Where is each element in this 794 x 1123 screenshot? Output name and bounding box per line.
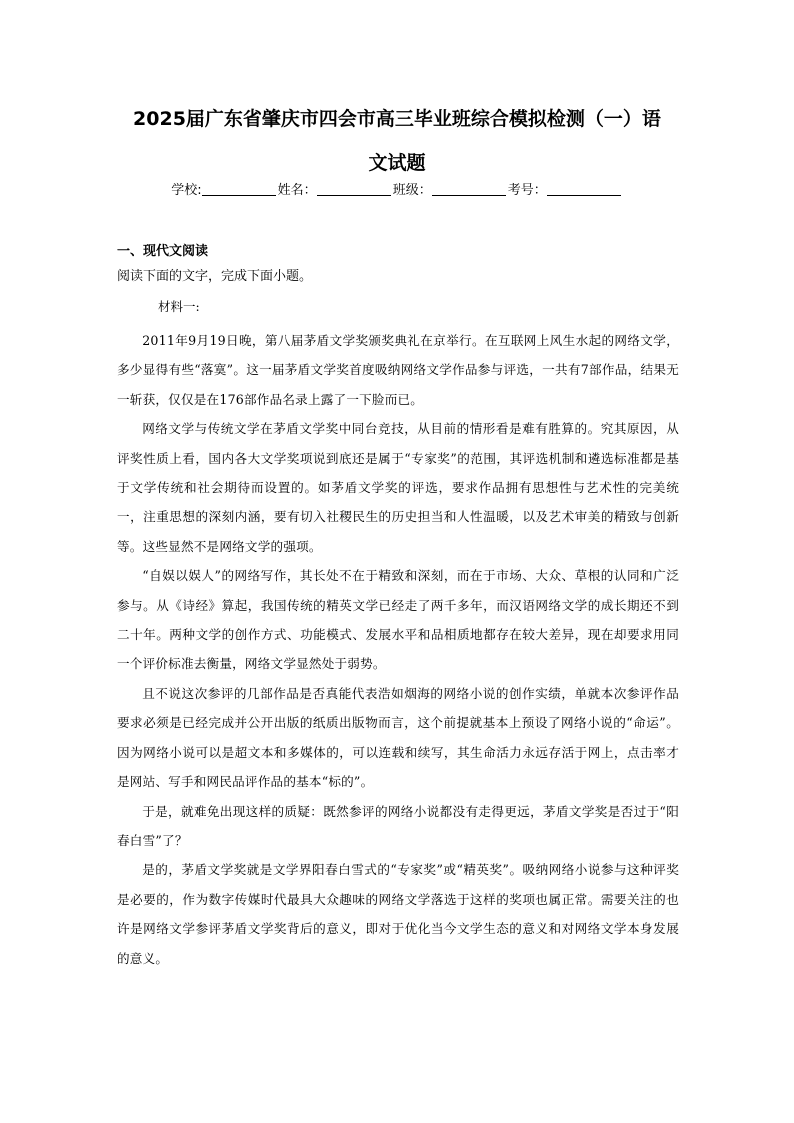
name-label: 姓名：	[277, 183, 317, 198]
school-blank	[202, 181, 276, 196]
paragraph: “自娱以娱人”的网络写作，其长处不在于精致和深刻，而在于市场、大众、草根的认同和广泛参与。从《诗经》算起，我国传统的精英文学已经走了两千多年，而汉语网络文学的成长期还不到二十年。两种文学的创作方式、功能模式、发展水平和品相质地都存在较大差异，现在却要求用同一个评价标准去衡量，网络文学显然处于弱势。	[117, 568, 679, 672]
reading-instruction: 阅读下面的文字，完成下面小题。	[117, 269, 313, 284]
class-label: 班级：	[392, 183, 432, 198]
paragraph: 网络文学与传统文学在茅盾文学奖中同台竞技，从目前的情形看是难有胜算的。究其原因，从评奖性质上看，国内各大文学奖项说到底还是属于“专家奖”的范围，其评选机制和遴选标准都是基于文学传统和社会期待而设置的。如茅盾文学奖的评选，要求作品拥有思想性与艺术性的完美统一，注重思想的深刻内涵，要有切入社稷民生的历史担当和人性温暖，以及艺术审美的精致与创新等。这些显然不是网络文学的强项。	[117, 421, 679, 554]
paragraph: 是的，茅盾文学奖就是文学界阳春白雪式的“专家奖”或“精英奖”。吸纳网络小说参与这种评奖是必要的，作为数字传媒时代最具大众趣味的网络文学落选于这样的奖项也属正常。需要关注的也许是网络文学参评茅盾文学奖背后的意义，即对于优化当今文学生态的意义和对网络文学本身发展的意义。	[117, 862, 679, 966]
material-body	[117, 326, 679, 973]
student-info-row	[0, 181, 794, 201]
name-blank	[317, 181, 391, 196]
school-label: 学校:	[171, 183, 202, 198]
document-title-line-1: 2025届广东省肇庆市四会市高三毕业班综合模拟检测（一）语	[133, 108, 661, 130]
section-heading: 一、现代文阅读	[117, 244, 209, 259]
exam-no-blank	[547, 181, 621, 196]
material-label: 材料一:	[158, 299, 200, 314]
exam-no-label: 考号：	[507, 183, 547, 198]
class-blank	[432, 181, 506, 196]
paragraph: 于是，就难免出现这样的质疑：既然参评的网络小说都没有走得更远，茅盾文学奖是否过于“阳春白雪”了？	[117, 803, 679, 848]
document-title-line-2: 文试题	[368, 152, 426, 174]
paragraph: 且不说这次参评的几部作品是否真能代表浩如烟海的网络小说的创作实绩，单就本次参评作品要求必须是已经完成并公开出版的纸质出版物而言，这个前提就基本上预设了网络小说的“命运”。因为网络小说可以是超文本和多媒体的，可以连载和续写，其生命活力永远存活于网上，点击率才是网站、写手和网民品评作品的基本“标的”。	[117, 685, 679, 790]
paragraph: 2011年9月19日晚，第八届茅盾文学奖颁奖典礼在京举行。在互联网上风生水起的网络文学，多少显得有些“落寞”。这一届茅盾文学奖首度吸纳网络文学作品参与评选，一共有7部作品，结果无一斩获，仅仅是在176部作品名录上露了一下脸而已。	[117, 333, 679, 407]
